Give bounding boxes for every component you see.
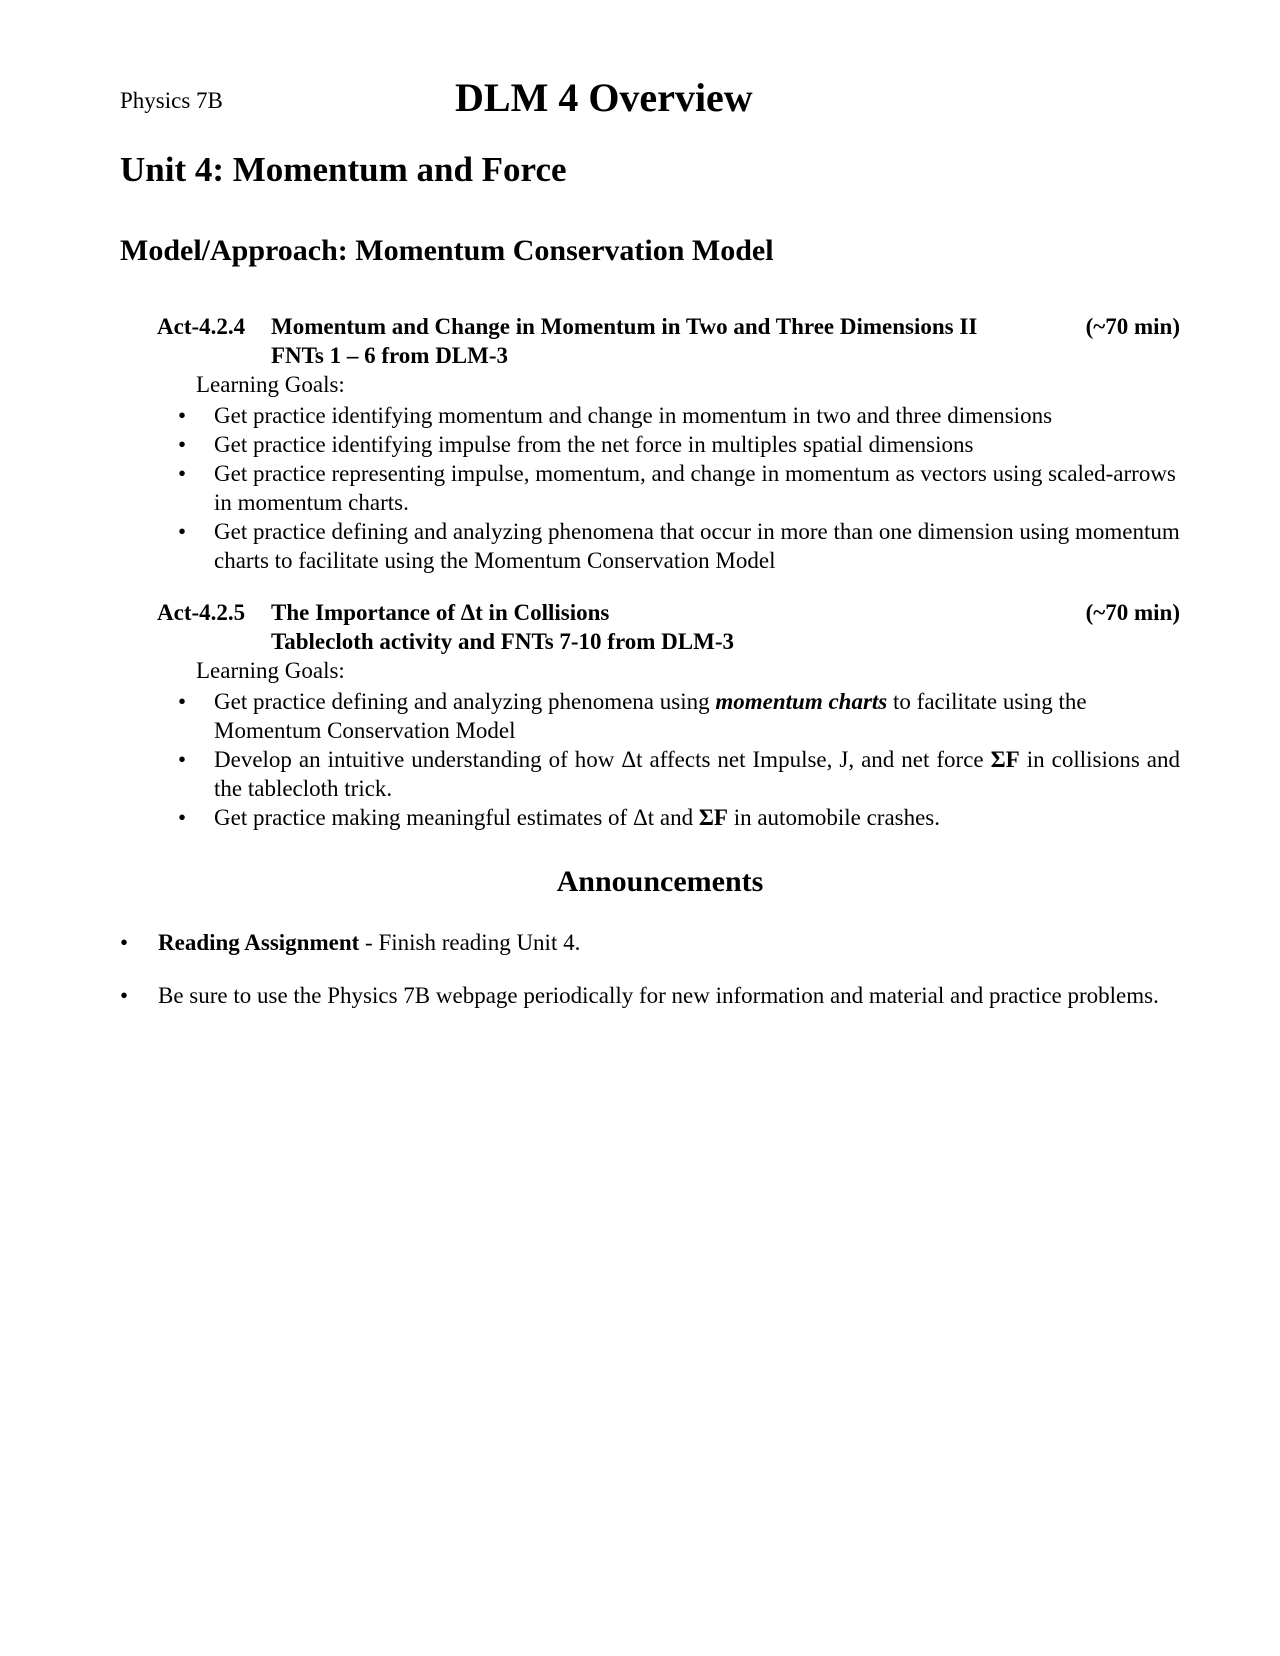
list-item: • Get practice identifying impulse from the net force in multiples spatial dimensions	[178, 432, 974, 457]
bullet-icon: •	[178, 461, 187, 486]
list-item: • Reading Assignment - Finish reading Unit 4.	[120, 930, 581, 955]
bullet-icon: •	[178, 747, 187, 772]
list-item: • Get practice making meaningful estimates of Δt and ΣF in automobile crashes.	[178, 805, 941, 830]
document-title: DLM 4 Overview	[455, 75, 753, 120]
emphasis-text: momentum charts	[715, 689, 888, 714]
bullet-icon: •	[120, 930, 129, 955]
activity-duration: (~70 min)	[1085, 314, 1180, 339]
bullet-icon: •	[178, 432, 187, 457]
announcements-heading: Announcements	[556, 865, 764, 898]
unit-title: Unit 4: Momentum and Force	[120, 150, 567, 189]
activity-title: Momentum and Change in Momentum in Two and Three Dimensions II	[271, 314, 978, 339]
net-force-symbol: ΣF	[698, 805, 728, 830]
activity-duration: (~70 min)	[1085, 600, 1180, 625]
list-item: • Get practice representing impulse, momentum, and change in momentum as vectors using scaled-arrows in momentum charts.	[178, 461, 1176, 515]
announcements-list	[120, 981, 1180, 1010]
net-force-symbol: ΣF	[990, 747, 1020, 772]
learning-goals-list	[178, 401, 1180, 575]
model-title: Model/Approach: Momentum Conservation Model	[120, 234, 774, 267]
announcements-list	[120, 928, 1180, 957]
activity-id: Act-4.2.5	[157, 600, 246, 625]
list-item: • Get practice defining and analyzing phenomena using momentum charts to facilitate using the Momentum Conservation Model	[178, 689, 1087, 743]
bullet-icon: •	[178, 689, 187, 714]
list-item: • Get practice defining and analyzing phenomena that occur in more than one dimension using momentum charts to facilitate using the Momentum Conservation Model	[178, 519, 1180, 573]
activity-subtitle: FNTs 1 – 6 from DLM-3	[271, 343, 509, 368]
activity-title: The Importance of Δt in Collisions	[271, 600, 610, 625]
bullet-icon: •	[178, 805, 187, 830]
activity-id: Act-4.2.4	[157, 314, 246, 339]
bullet-icon: •	[178, 403, 187, 428]
list-item: • Get practice identifying momentum and change in momentum in two and three dimensions	[178, 403, 1053, 428]
learning-goals-list	[178, 687, 1180, 832]
learning-goals-label: Learning Goals:	[196, 372, 345, 397]
activity-subtitle: Tablecloth activity and FNTs 7-10 from DLM-3	[271, 629, 734, 654]
bullet-icon: •	[120, 983, 129, 1008]
bullet-icon: •	[178, 519, 187, 544]
announcement-label: Reading Assignment	[158, 930, 360, 955]
list-item: • Develop an intuitive understanding of how Δt affects net Impulse, J, and net force ΣF in collisions and the tablecloth trick.	[178, 747, 1180, 801]
learning-goals-label: Learning Goals:	[196, 658, 345, 683]
list-item: • Be sure to use the Physics 7B webpage periodically for new information and material and practice problems.	[120, 983, 1159, 1008]
course-name: Physics 7B	[120, 88, 223, 113]
